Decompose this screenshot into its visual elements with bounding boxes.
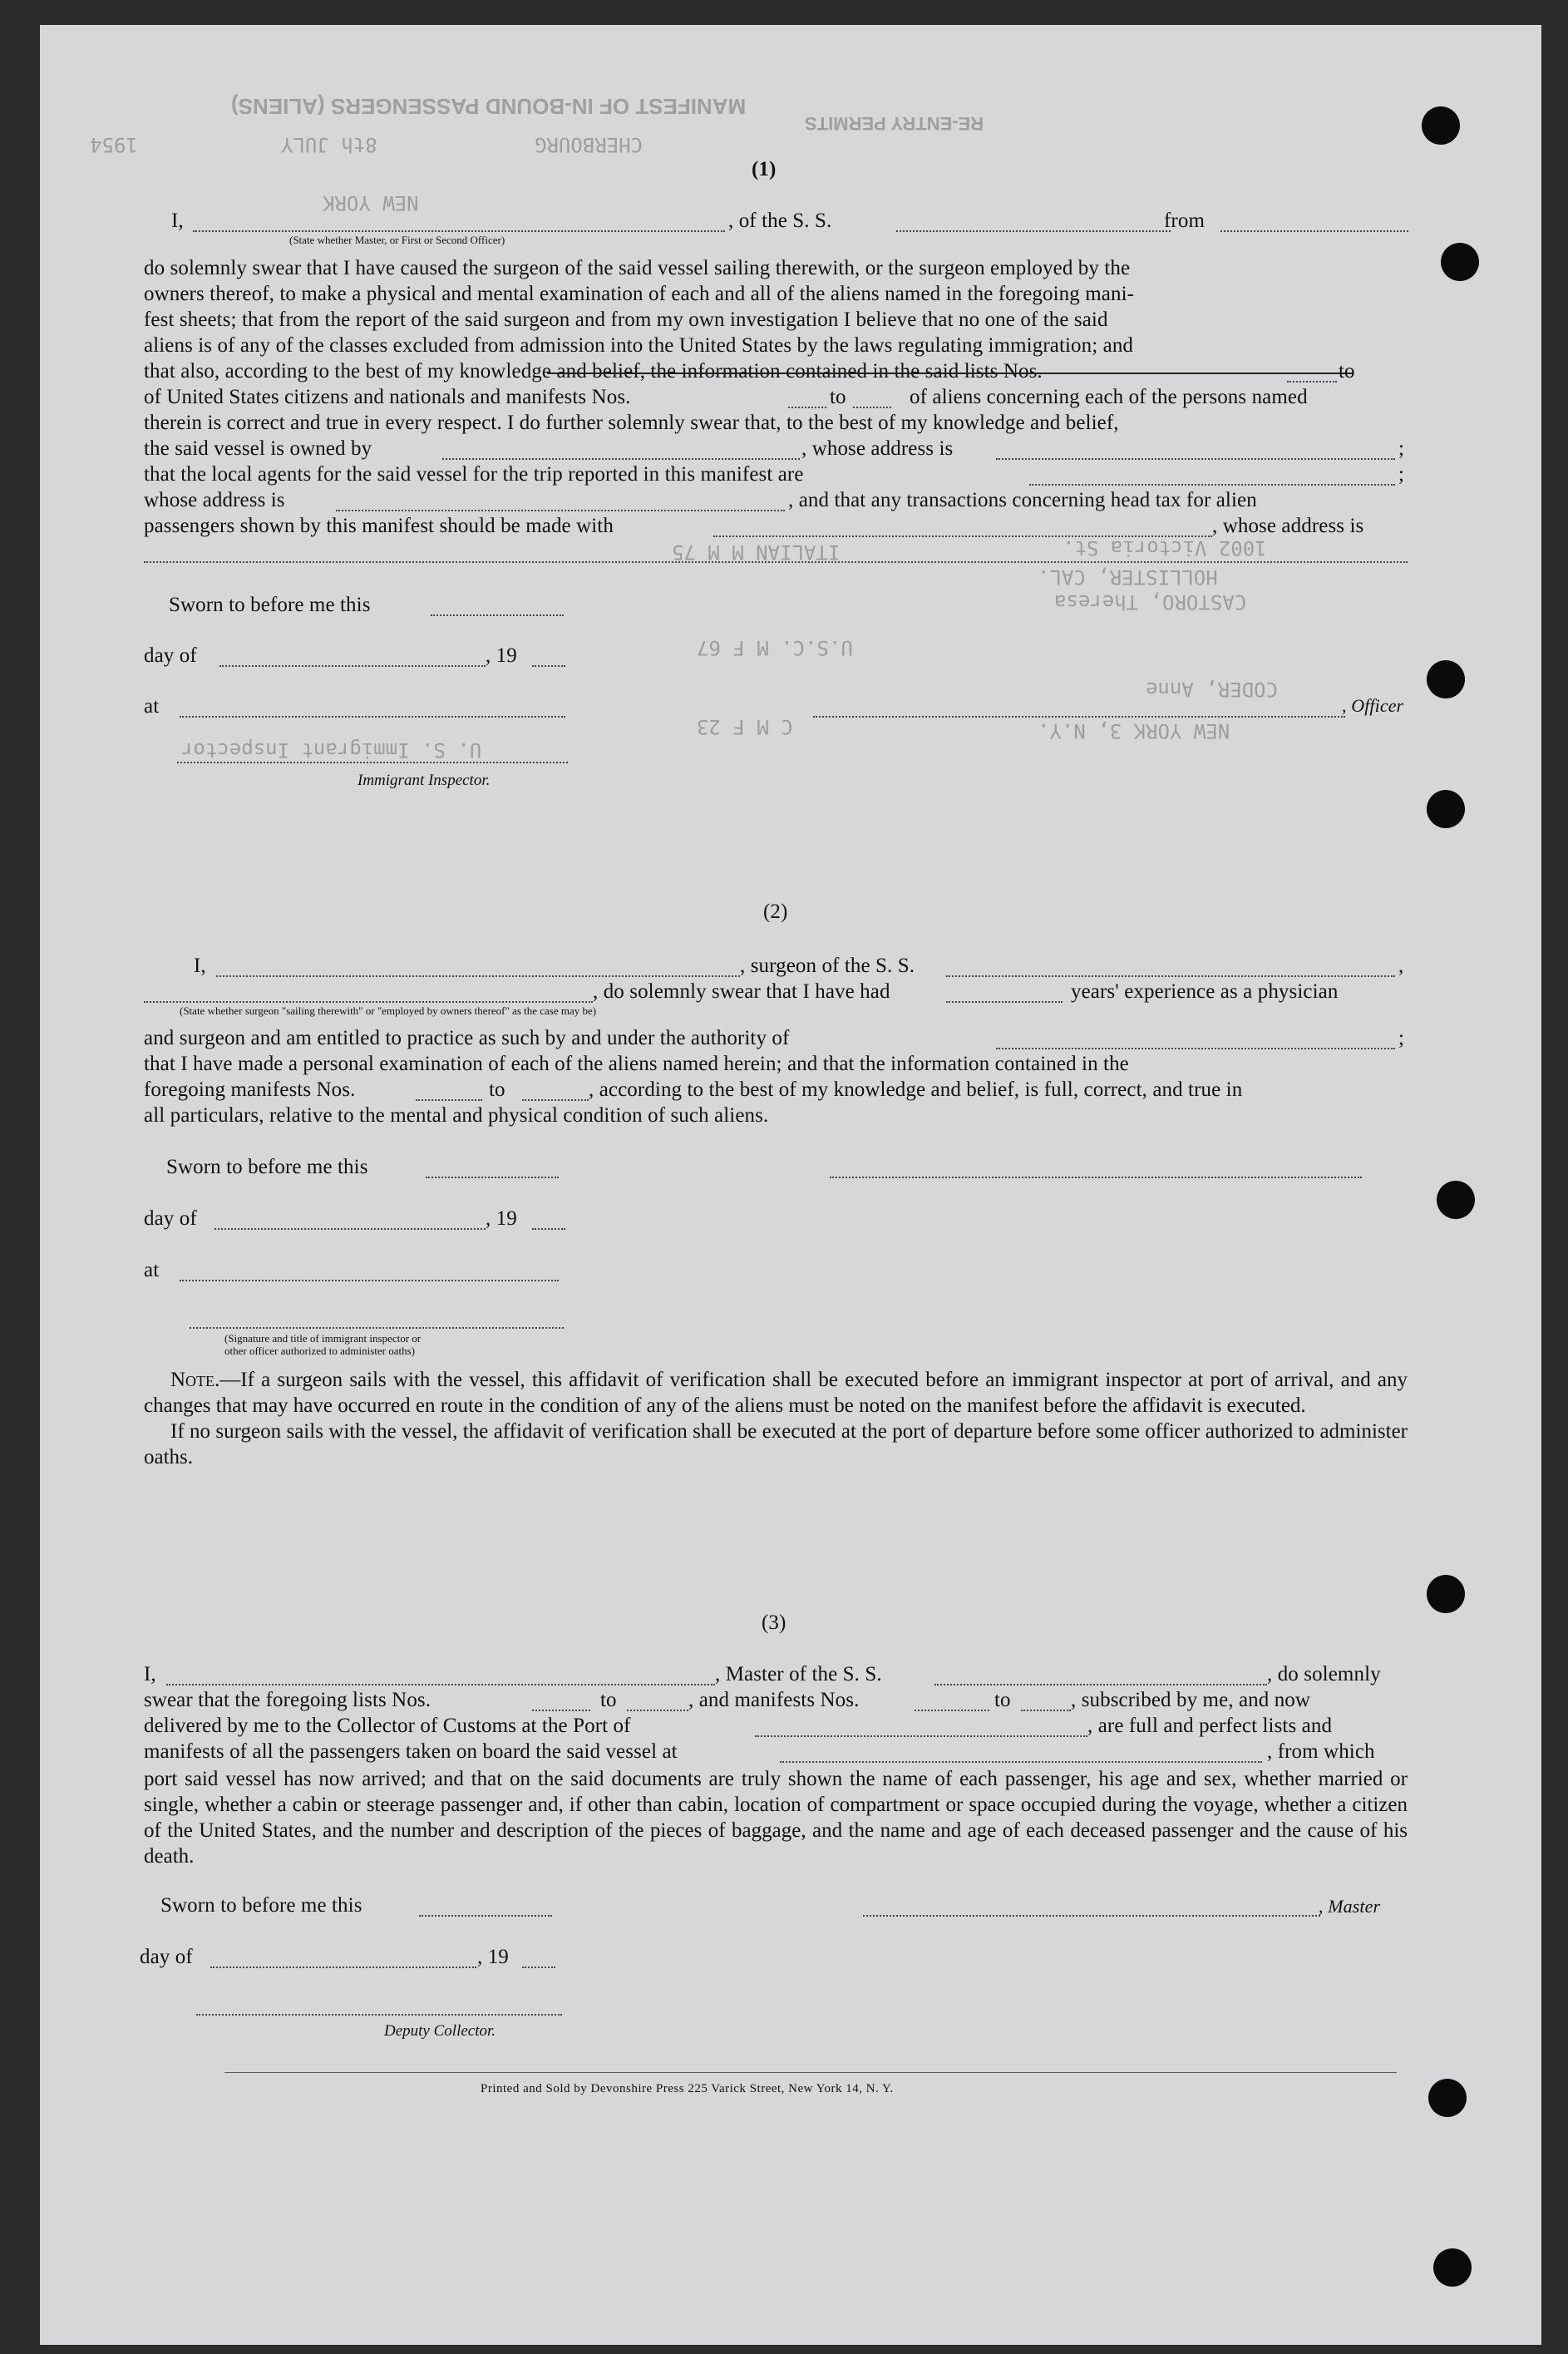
label-from: from xyxy=(1164,210,1205,232)
oath-line: that I have made a personal examination of each of the aliens named herein; and that the information contained in the xyxy=(144,1053,1129,1075)
label-whose-address: , whose address is xyxy=(801,437,954,460)
sworn-label: Sworn to before me this xyxy=(166,1156,368,1178)
day-of-line[interactable] xyxy=(219,665,486,667)
manifests-to-line[interactable] xyxy=(1021,1710,1071,1711)
note-text: —If a surgeon sails with the vessel, this affidavit of verification shall be executed before an immigrant inspector at port of arrival, and any changes that may have occurred en route in the condition of any of the aliens must be noted on the manifest before the affidavit is executed. xyxy=(144,1369,1408,1417)
punch-hole xyxy=(1427,790,1465,828)
oath-line: fest sheets; that from the report of the said surgeon and from my own investigation I believe that no one of the said xyxy=(144,308,1108,331)
at-label: at xyxy=(144,695,160,718)
vessel-name-line[interactable] xyxy=(934,1684,1267,1685)
punch-hole xyxy=(1422,106,1460,145)
year-label: , 19 xyxy=(486,1207,517,1230)
note-paragraph xyxy=(144,1367,1408,1470)
oath-paragraph xyxy=(144,1766,1408,1869)
year-label: , 19 xyxy=(486,644,517,667)
oath-line: , and that any transactions concerning head tax for alien xyxy=(788,489,1257,511)
embarkation-port-line[interactable] xyxy=(780,1761,1262,1763)
surgeon-status-line[interactable] xyxy=(144,1001,593,1003)
oath-line: whose address is xyxy=(144,489,285,511)
port-line[interactable] xyxy=(755,1735,1087,1737)
oath-line: of aliens concerning each of the persons named xyxy=(910,386,1308,408)
section-3-number: (3) xyxy=(762,1611,786,1634)
oath-line: aliens is of any of the classes excluded from admission into the United States by the laws regulating immigration; and xyxy=(144,334,1134,357)
deputy-signature-line[interactable] xyxy=(196,2014,562,2016)
label-to: to xyxy=(489,1078,505,1101)
bleed-through-row: C M F 23 xyxy=(697,715,793,738)
signature-note: (Signature and title of immigrant inspector or xyxy=(224,1332,422,1345)
day-of-line[interactable] xyxy=(210,1967,476,1968)
day-of-label: day of xyxy=(144,644,197,667)
oath-line: do solemnly swear that I have caused the surgeon of the said vessel sailing therewith, or the surgeon employed by the xyxy=(144,257,1131,279)
oath-line: manifests of all the passengers taken on board the said vessel at xyxy=(144,1740,678,1763)
officer-signature-line[interactable] xyxy=(813,716,1345,718)
oath-line: , from which xyxy=(1267,1740,1375,1763)
punch-hole xyxy=(1427,1575,1465,1613)
lists-from-line[interactable] xyxy=(532,1710,590,1711)
manifests-to-line[interactable] xyxy=(522,1099,589,1101)
oath-line: and surgeon and am entitled to practice as such by and under the authority of xyxy=(144,1027,790,1049)
label-to: to xyxy=(994,1689,1011,1711)
punch-hole xyxy=(1441,243,1479,281)
years-line[interactable] xyxy=(946,1001,1063,1003)
label-years: years' experience as a physician xyxy=(1071,980,1339,1003)
bleed-through-row: 1002 Victoria St. xyxy=(1063,536,1267,560)
bleed-through-row: HOLLISTER, CAL. xyxy=(1038,565,1218,589)
place-line[interactable] xyxy=(180,716,565,718)
oath-line: foregoing manifests Nos. xyxy=(144,1078,356,1101)
oath-line: the said vessel is owned by xyxy=(144,437,372,460)
label-do-solemnly: , do solemnly swear that I have had xyxy=(593,980,890,1003)
oath-line: therein is correct and true in every respect. I do further solemnly swear that, to the best of my knowledge and belief, xyxy=(144,412,1119,434)
oath-line: all particulars, relative to the mental and physical condition of such aliens. xyxy=(144,1104,769,1127)
surgeon-status-note: (State whether surgeon "sailing therewith" or "employed by owners thereof" as the case may be) xyxy=(180,1004,597,1017)
bleed-through-row: NEW YORK 3, N.Y. xyxy=(1038,719,1230,743)
note-text: If no surgeon sails with the vessel, the affidavit of verification shall be executed at the port of departure before some officer authorized to administer oaths. xyxy=(144,1420,1408,1468)
agents-line[interactable] xyxy=(1029,484,1395,486)
label-i: I, xyxy=(171,210,184,232)
manifests-to-line[interactable] xyxy=(853,407,891,408)
label-surgeon-of: , surgeon of the S. S. xyxy=(740,955,915,977)
oath-line: , are full and perfect lists and xyxy=(1087,1715,1333,1737)
owner-address-line[interactable] xyxy=(996,458,1395,460)
oath-line: , according to the best of my knowledge and belief, is full, correct, and true in xyxy=(589,1078,1243,1101)
bleed-through-row: ITALIAN M M 75 xyxy=(672,540,841,564)
sworn-date-line[interactable] xyxy=(431,614,564,616)
place-line[interactable] xyxy=(180,1280,559,1281)
day-of-label: day of xyxy=(140,1946,193,1968)
vessel-name-line[interactable] xyxy=(946,975,1395,977)
footer-rule xyxy=(224,2072,1397,2073)
bleed-through-year: 1954 xyxy=(90,133,138,156)
bleed-through-row: U.S.C. M F 67 xyxy=(697,636,853,659)
label-to: to xyxy=(600,1689,617,1711)
label-master-of: , Master of the S. S. xyxy=(715,1663,882,1685)
semicolon: ; xyxy=(1398,437,1405,460)
year-line[interactable] xyxy=(532,1228,565,1230)
day-of-line[interactable] xyxy=(214,1228,486,1230)
day-of-label: day of xyxy=(144,1207,197,1230)
label-i: I, xyxy=(194,955,206,977)
punch-hole xyxy=(1427,660,1465,698)
section-1-number: (1) xyxy=(752,158,777,180)
bleed-through-city: NEW YORK xyxy=(323,191,419,215)
surgeon-signature-line[interactable] xyxy=(830,1177,1362,1178)
punch-hole xyxy=(1437,1181,1475,1219)
master-signature-line[interactable] xyxy=(863,1915,1320,1917)
section-2-number: (2) xyxy=(763,901,788,923)
punch-hole xyxy=(1433,2248,1472,2287)
lists-to-line[interactable] xyxy=(627,1710,688,1711)
bleed-through-date: 8th JULY xyxy=(281,133,377,156)
sworn-label: Sworn to before me this xyxy=(160,1894,362,1917)
oath-line: of United States citizens and nationals and manifests Nos. xyxy=(144,386,631,408)
comma: , xyxy=(1398,955,1404,977)
manifest-page xyxy=(40,25,1541,2345)
oath-line: , and manifests Nos. xyxy=(688,1689,860,1711)
oath-line: , subscribed by me, and now xyxy=(1071,1689,1311,1711)
printer-credit: Printed and Sold by Devonshire Press 225 Varick Street, New York 14, N. Y. xyxy=(481,2082,894,2095)
head-tax-address-line[interactable] xyxy=(144,561,1408,563)
sworn-date-line[interactable] xyxy=(426,1177,559,1178)
punch-hole xyxy=(1428,2079,1467,2117)
bleed-through-header: MANIFEST OF IN-BOUND PASSENGERS (ALIENS) xyxy=(231,94,747,119)
inspector-label: Immigrant Inspector. xyxy=(357,772,491,789)
year-label: , 19 xyxy=(477,1946,509,1968)
oath-line: that also, according to the best of my knowledge and belief, the information contained in the said lists Nos. xyxy=(144,360,1043,382)
administrator-signature-line[interactable] xyxy=(190,1327,564,1329)
semicolon: ; xyxy=(1398,463,1405,486)
officer-name-line[interactable] xyxy=(193,230,725,232)
sworn-label: Sworn to before me this xyxy=(169,594,371,616)
sworn-date-line[interactable] xyxy=(419,1915,552,1917)
bleed-through-port: CHERBOURG xyxy=(535,133,643,156)
strike-through xyxy=(547,373,1354,374)
oath-line: delivered by me to the Collector of Customs at the Port of xyxy=(144,1715,631,1737)
year-line[interactable] xyxy=(532,665,565,667)
oath-line: that the local agents for the said vessel for the trip reported in this manifest are xyxy=(144,463,804,486)
signature-note: other officer authorized to administer oaths) xyxy=(224,1345,415,1357)
label-do-solemnly: , do solemnly xyxy=(1267,1663,1381,1685)
manifests-from-line[interactable] xyxy=(788,407,826,408)
note-label: Note. xyxy=(170,1369,220,1391)
head-tax-party-line[interactable] xyxy=(713,535,1212,537)
at-label: at xyxy=(144,1259,160,1281)
bleed-through-row: CODER, Anne xyxy=(1146,678,1278,701)
master-label: , Master xyxy=(1319,1896,1381,1917)
agents-address-line[interactable] xyxy=(336,510,785,511)
bleed-through-title: RE-ENTRY PERMITS xyxy=(805,113,984,134)
label-to: to xyxy=(830,386,846,408)
label-i: I, xyxy=(144,1663,156,1685)
label-to: to xyxy=(1339,360,1355,382)
officer-label: , Officer xyxy=(1342,695,1404,716)
year-line[interactable] xyxy=(522,1967,555,1968)
semicolon: ; xyxy=(1398,1027,1405,1049)
deputy-label: Deputy Collector. xyxy=(384,2022,496,2040)
authority-line[interactable] xyxy=(996,1048,1395,1049)
owner-line[interactable] xyxy=(442,458,800,460)
from-port-line[interactable] xyxy=(1220,230,1408,232)
manifests-from-line[interactable] xyxy=(915,1710,989,1711)
oath-text: port said vessel has now arrived; and that on the said documents are truly shown the name of each passenger, his age and sex, whether married or single, whether a cabin or steerage passenger and, if other than cabin, location of compartment or space occupied during the voyage, whether a citizen of the United States, and the number and description of the pieces of baggage, and the name and age of each deceased passenger and the cause of his death. xyxy=(144,1768,1408,1868)
oath-line: passengers shown by this manifest should be made with xyxy=(144,515,614,537)
lists-nos-line[interactable] xyxy=(1287,381,1337,382)
officer-rank-note: (State whether Master, or First or Second Officer) xyxy=(289,234,505,246)
bleed-through-row: U. S. Immigrant Inspector xyxy=(181,738,482,762)
master-name-line[interactable] xyxy=(166,1684,715,1685)
label-of-ss: , of the S. S. xyxy=(728,210,832,232)
bleed-through-row: CASTORO, Theresa xyxy=(1054,590,1247,614)
oath-line: swear that the foregoing lists Nos. xyxy=(144,1689,431,1711)
oath-line: , whose address is xyxy=(1212,515,1364,537)
manifests-from-line[interactable] xyxy=(416,1099,482,1101)
vessel-name-line[interactable] xyxy=(896,230,1171,232)
inspector-signature-line[interactable] xyxy=(177,762,568,763)
oath-line: owners thereof, to make a physical and mental examination of each and all of the aliens named in the foregoing mani- xyxy=(144,283,1135,305)
surgeon-name-line[interactable] xyxy=(216,975,740,977)
